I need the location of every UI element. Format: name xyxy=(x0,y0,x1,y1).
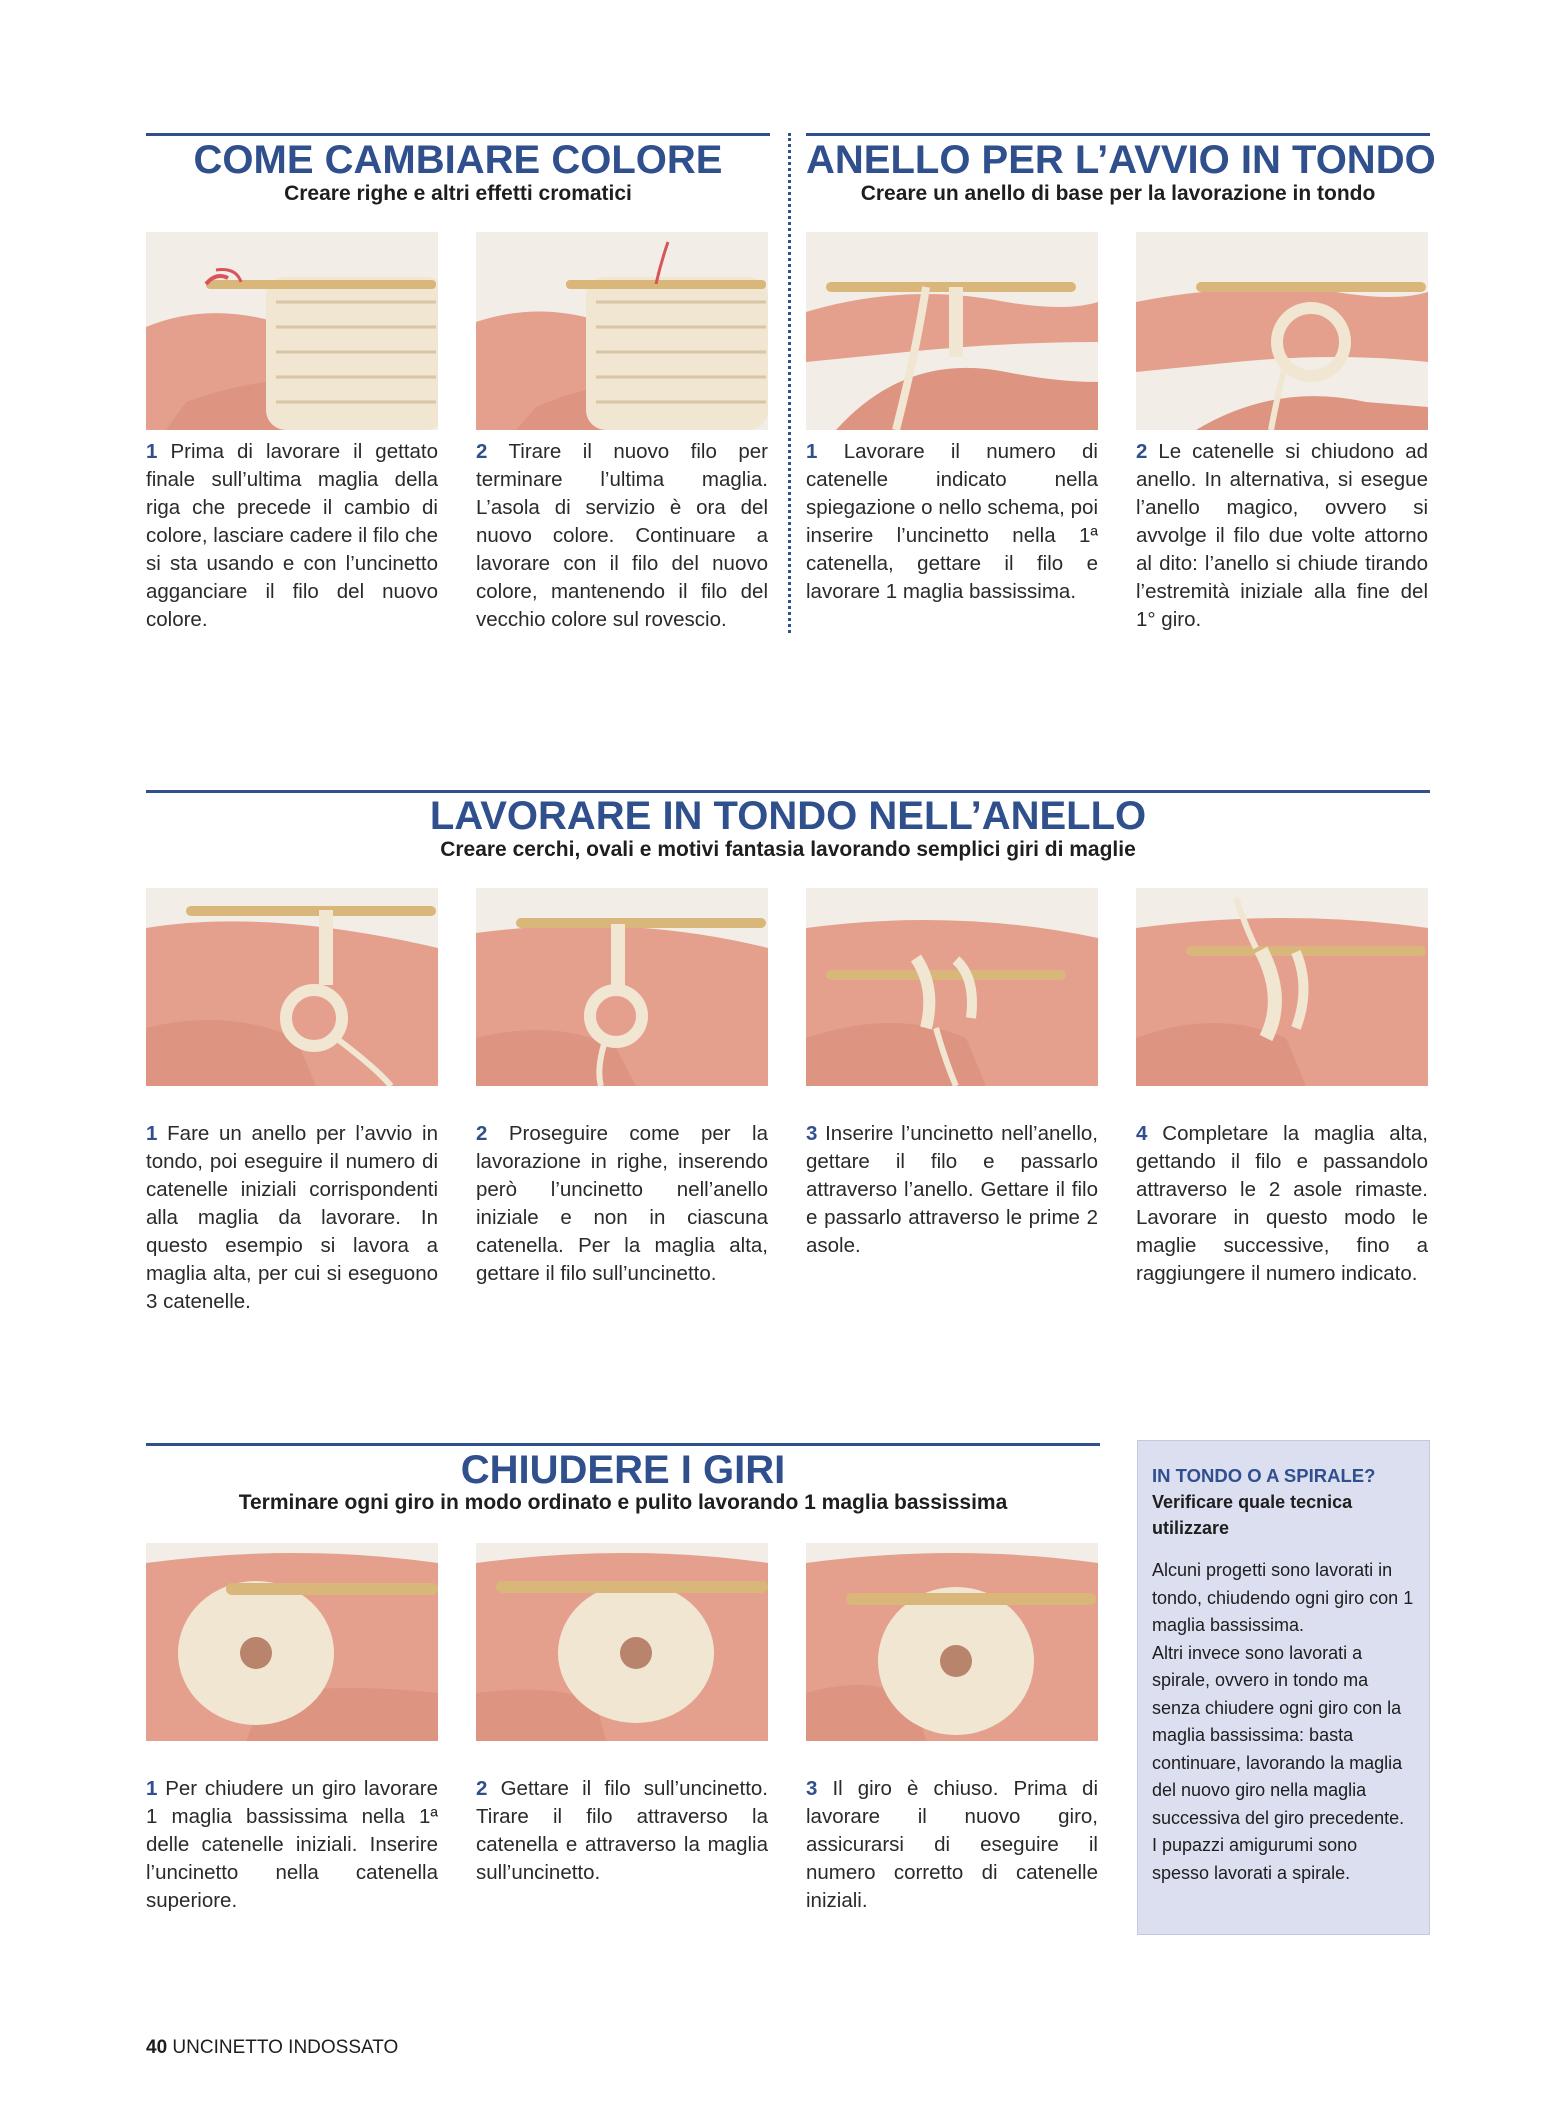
caption-colore-2 xyxy=(476,438,768,634)
photo-colore-1 xyxy=(146,232,438,430)
caption-chiudere-1 xyxy=(146,1775,438,1915)
photo-anello-1 xyxy=(806,232,1098,430)
page-number: 40 xyxy=(146,2037,168,2058)
photo-anello-2 xyxy=(1136,232,1428,430)
photo-tondo-2 xyxy=(476,888,768,1086)
section-rule-anello xyxy=(806,133,1430,136)
step-text: Per chiudere un giro lavorare 1 maglia bassissima nella 1ª delle catenelle iniziali. Inserire l’uncinetto nella catenella superiore. xyxy=(146,1777,438,1912)
step-text: Le catenelle si chiudono ad anello. In alternativa, si esegue l’anello magico, ovvero si avvolge il filo due volte attorno al dito: l’anello si chiude tirando l’estremità iniziale alla fine del 1° giro. xyxy=(1136,440,1428,631)
step-number: 2 xyxy=(1136,440,1148,463)
section-title-tondo: LAVORARE IN TONDO NELL’ANELLO xyxy=(429,794,1147,838)
step-text: Prima di lavorare il gettato finale sull’ultima maglia della riga che precede il cambio di colore, lasciare cadere il filo che si sta usando e con l’uncinetto agganciare il filo del nuovo colore. xyxy=(146,440,438,631)
photo-chiudere-1 xyxy=(146,1543,438,1741)
step-number: 2 xyxy=(476,1777,488,1800)
step-text: Proseguire come per la lavorazione in righe, inserendo però l’uncinetto nell’anello iniziale e non in ciascuna catenella. Per la maglia alta, gettare il filo sull’uncinetto. xyxy=(476,1122,768,1285)
step-number: 1 xyxy=(146,1122,158,1145)
sidebar-subtitle: Verificare quale tecnica utilizzare xyxy=(1152,1492,1353,1538)
photo-tondo-3 xyxy=(806,888,1098,1086)
caption-chiudere-2 xyxy=(476,1775,768,1887)
step-text: Tirare il nuovo filo per terminare l’ultima maglia. L’asola di servizio è ora del nuovo colore. Continuare a lavorare con il filo del nuovo colore, mantenendo il filo del vecchio colore sul rovescio. xyxy=(476,440,768,631)
photo-colore-2 xyxy=(476,232,768,430)
sidebar-box xyxy=(1137,1440,1430,1935)
section-title-anello: ANELLO PER L’AVVIO IN TONDO xyxy=(806,138,1436,182)
section-title-chiudere: CHIUDERE I GIRI xyxy=(460,1448,786,1492)
step-number: 2 xyxy=(476,1122,488,1145)
step-text: Il giro è chiuso. Prima di lavorare il nuovo giro, assicurarsi di eseguire il numero corretto di catenelle iniziali. xyxy=(806,1777,1098,1912)
caption-tondo-2 xyxy=(476,1120,768,1288)
caption-anello-1 xyxy=(806,438,1098,606)
sidebar-paragraph: Alcuni progetti sono lavorati in tondo, chiudendo ogni giro con 1 maglia bassissima. xyxy=(1152,1560,1414,1635)
caption-colore-1 xyxy=(146,438,438,634)
column-divider xyxy=(788,133,791,633)
photo-chiudere-2 xyxy=(476,1543,768,1741)
step-text: Inserire l’uncinetto nell’anello, gettare il filo e passarlo attraverso l’anello. Gettare il filo e passarlo attraverso le prime 2 asole. xyxy=(806,1122,1098,1257)
caption-tondo-1 xyxy=(146,1120,438,1316)
section-subtitle-chiudere: Terminare ogni giro in modo ordinato e pulito lavorando 1 maglia bassissima xyxy=(238,1491,1008,1514)
step-number: 3 xyxy=(806,1777,818,1800)
step-text: Lavorare il numero di catenelle indicato nella spiegazione o nello schema, poi inserire l’uncinetto nella 1ª catenella, gettare il filo e lavorare 1 maglia bassissima. xyxy=(806,440,1098,603)
photo-tondo-4 xyxy=(1136,888,1428,1086)
sidebar-paragraph: Altri invece sono lavorati a spirale, ovvero in tondo ma senza chiudere ogni giro con la maglia bassissima: basta continuare, lavorando la maglia del nuovo giro nella maglia successiva del giro precedente. xyxy=(1152,1642,1405,1828)
step-text: Fare un anello per l’avvio in tondo, poi eseguire il numero di catenelle iniziali corrispondenti alla maglia da lavorare. In questo esempio si lavora a maglia alta, per cui si eseguono 3 catenelle. xyxy=(146,1122,438,1313)
caption-tondo-3 xyxy=(806,1120,1098,1260)
step-number: 1 xyxy=(806,440,818,463)
caption-anello-2 xyxy=(1136,438,1428,634)
sidebar-title: IN TONDO O A SPIRALE? xyxy=(1152,1465,1376,1486)
step-number: 4 xyxy=(1136,1122,1148,1145)
section-subtitle-colore: Creare righe e altri effetti cromatici xyxy=(284,182,632,205)
step-number: 2 xyxy=(476,440,488,463)
caption-tondo-4 xyxy=(1136,1120,1428,1288)
caption-chiudere-3 xyxy=(806,1775,1098,1915)
step-number: 1 xyxy=(146,440,158,463)
step-number: 1 xyxy=(146,1777,158,1800)
magazine-name: UNCINETTO INDOSSATO xyxy=(172,2037,399,2058)
photo-tondo-1 xyxy=(146,888,438,1086)
section-subtitle-anello: Creare un anello di base per la lavorazione in tondo xyxy=(860,182,1376,205)
step-number: 3 xyxy=(806,1122,818,1145)
section-rule-chiudere xyxy=(146,1443,1100,1446)
section-subtitle-tondo: Creare cerchi, ovali e motivi fantasia lavorando semplici giri di maglie xyxy=(440,838,1136,861)
step-text: Gettare il filo sull’uncinetto. Tirare il filo attraverso la catenella e attraverso la maglia sull’uncinetto. xyxy=(476,1777,769,1884)
photo-chiudere-3 xyxy=(806,1543,1098,1741)
section-rule-colore xyxy=(146,133,770,136)
section-title-colore: COME CAMBIARE COLORE xyxy=(193,138,723,182)
sidebar-paragraph: I pupazzi amigurumi sono spesso lavorati a spirale. xyxy=(1152,1835,1358,1883)
section-rule-tondo xyxy=(146,790,1430,793)
step-text: Completare la maglia alta, gettando il filo e passandolo attraverso le 2 asole rimaste. Lavorare in questo modo le maglie successive, fino a raggiungere il numero indicato. xyxy=(1136,1122,1428,1285)
page-footer xyxy=(146,2037,398,2059)
